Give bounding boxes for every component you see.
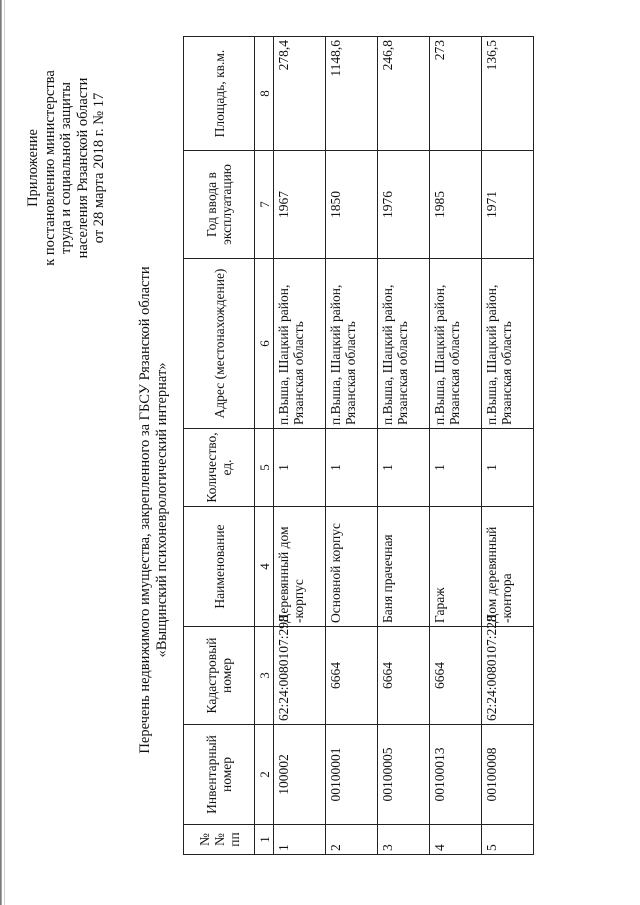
- title-line-2: «Выщинский психоневрологический интернат»: [153, 362, 170, 658]
- column-number-cell: 3: [255, 627, 274, 725]
- quantity-cell: 1: [274, 429, 326, 507]
- year-cell: 1967: [274, 151, 326, 259]
- cadastral-number-cell: 62:24:0080107:298: [274, 627, 326, 725]
- header-cell-address: Адрес (местонахождение): [184, 259, 255, 429]
- quantity-cell: 1: [326, 429, 378, 507]
- area-cell: 136,5: [482, 37, 534, 151]
- area-cell: 273: [430, 37, 482, 151]
- table-row: [326, 37, 378, 855]
- row-number-cell: 1: [274, 825, 326, 855]
- appendix-line: от 28 марта 2018 г. № 17: [91, 92, 107, 244]
- address-cell: п.Выша, Шацкий район, Рязанская область: [430, 259, 482, 429]
- address-cell: п.Выша, Шацкий район, Рязанская область: [326, 259, 378, 429]
- header-cell-cadastral: Кадастровый номер: [184, 627, 255, 725]
- header-cell-inventory: Инвентарный номер: [184, 725, 255, 825]
- header-cell-quantity: Количество, ед.: [184, 429, 255, 507]
- cadastral-number-cell: 62:24:0080107:228: [482, 627, 534, 725]
- inventory-number-cell: 00100013: [430, 725, 482, 825]
- header-cell-year: Год ввода в эксплуатацию: [184, 151, 255, 259]
- object-name-cell: Дом деревянный -контора: [482, 507, 534, 627]
- rotated-document-page: [0, 30, 620, 890]
- address-cell: п.Выша, Шацкий район, Рязанская область: [378, 259, 430, 429]
- column-number-cell: 6: [255, 259, 274, 429]
- column-number-cell: 7: [255, 151, 274, 259]
- column-number-cell: 2: [255, 725, 274, 825]
- year-cell: 1976: [378, 151, 430, 259]
- object-name-cell: Баня прачечная: [378, 507, 430, 627]
- property-table: [183, 36, 534, 855]
- address-cell: п.Выша, Шацкий район, Рязанская область: [274, 259, 326, 429]
- appendix-line: населения Рязанской области: [74, 77, 91, 259]
- header-cell-area: Площадь, кв.м.: [184, 37, 255, 151]
- inventory-number-cell: 100002: [274, 725, 326, 825]
- inventory-number-cell: 00100001: [326, 725, 378, 825]
- table-row: [274, 37, 326, 855]
- area-cell: 1148,6: [326, 37, 378, 151]
- column-number-cell: 5: [255, 429, 274, 507]
- cadastral-number-cell: 6664: [326, 627, 378, 725]
- row-number-cell: 4: [430, 825, 482, 855]
- row-number-cell: 3: [378, 825, 430, 855]
- appendix-line: Приложение: [25, 129, 41, 207]
- column-number-cell: 4: [255, 507, 274, 627]
- object-name-cell: Деревянный дом -корпус: [274, 507, 326, 627]
- area-cell: 246,8: [378, 37, 430, 151]
- header-cell-number: № № пп: [184, 825, 255, 855]
- cadastral-number-cell: 6664: [378, 627, 430, 725]
- inventory-number-cell: 00100005: [378, 725, 430, 825]
- document-title: [137, 210, 170, 810]
- year-cell: 1985: [430, 151, 482, 259]
- title-line-1: Перечень недвижимого имущества, закрепленного за ГБСУ Рязанской области: [137, 266, 153, 754]
- inventory-number-cell: 00100008: [482, 725, 534, 825]
- appendix-line: к постановлению министерства: [41, 70, 58, 266]
- year-cell: 1971: [482, 151, 534, 259]
- header-cell-name: Наименование: [184, 507, 255, 627]
- object-name-cell: Основной корпус: [326, 507, 378, 627]
- table-row: [378, 37, 430, 855]
- cadastral-number-cell: 6664: [430, 627, 482, 725]
- row-number-cell: 2: [326, 825, 378, 855]
- quantity-cell: 1: [482, 429, 534, 507]
- quantity-cell: 1: [378, 429, 430, 507]
- column-number-cell: 1: [255, 825, 274, 855]
- table-row: [430, 37, 482, 855]
- appendix-line: труда и социальной защиты: [58, 82, 74, 254]
- quantity-cell: 1: [430, 429, 482, 507]
- area-cell: 278,4: [274, 37, 326, 151]
- appendix-block: [25, 38, 108, 298]
- address-cell: п.Выша, Шацкий район, Рязанская область: [482, 259, 534, 429]
- row-number-cell: 5: [482, 825, 534, 855]
- object-name-cell: Гараж: [430, 507, 482, 627]
- year-cell: 1850: [326, 151, 378, 259]
- column-number-cell: 8: [255, 37, 274, 151]
- table-row: [482, 37, 534, 855]
